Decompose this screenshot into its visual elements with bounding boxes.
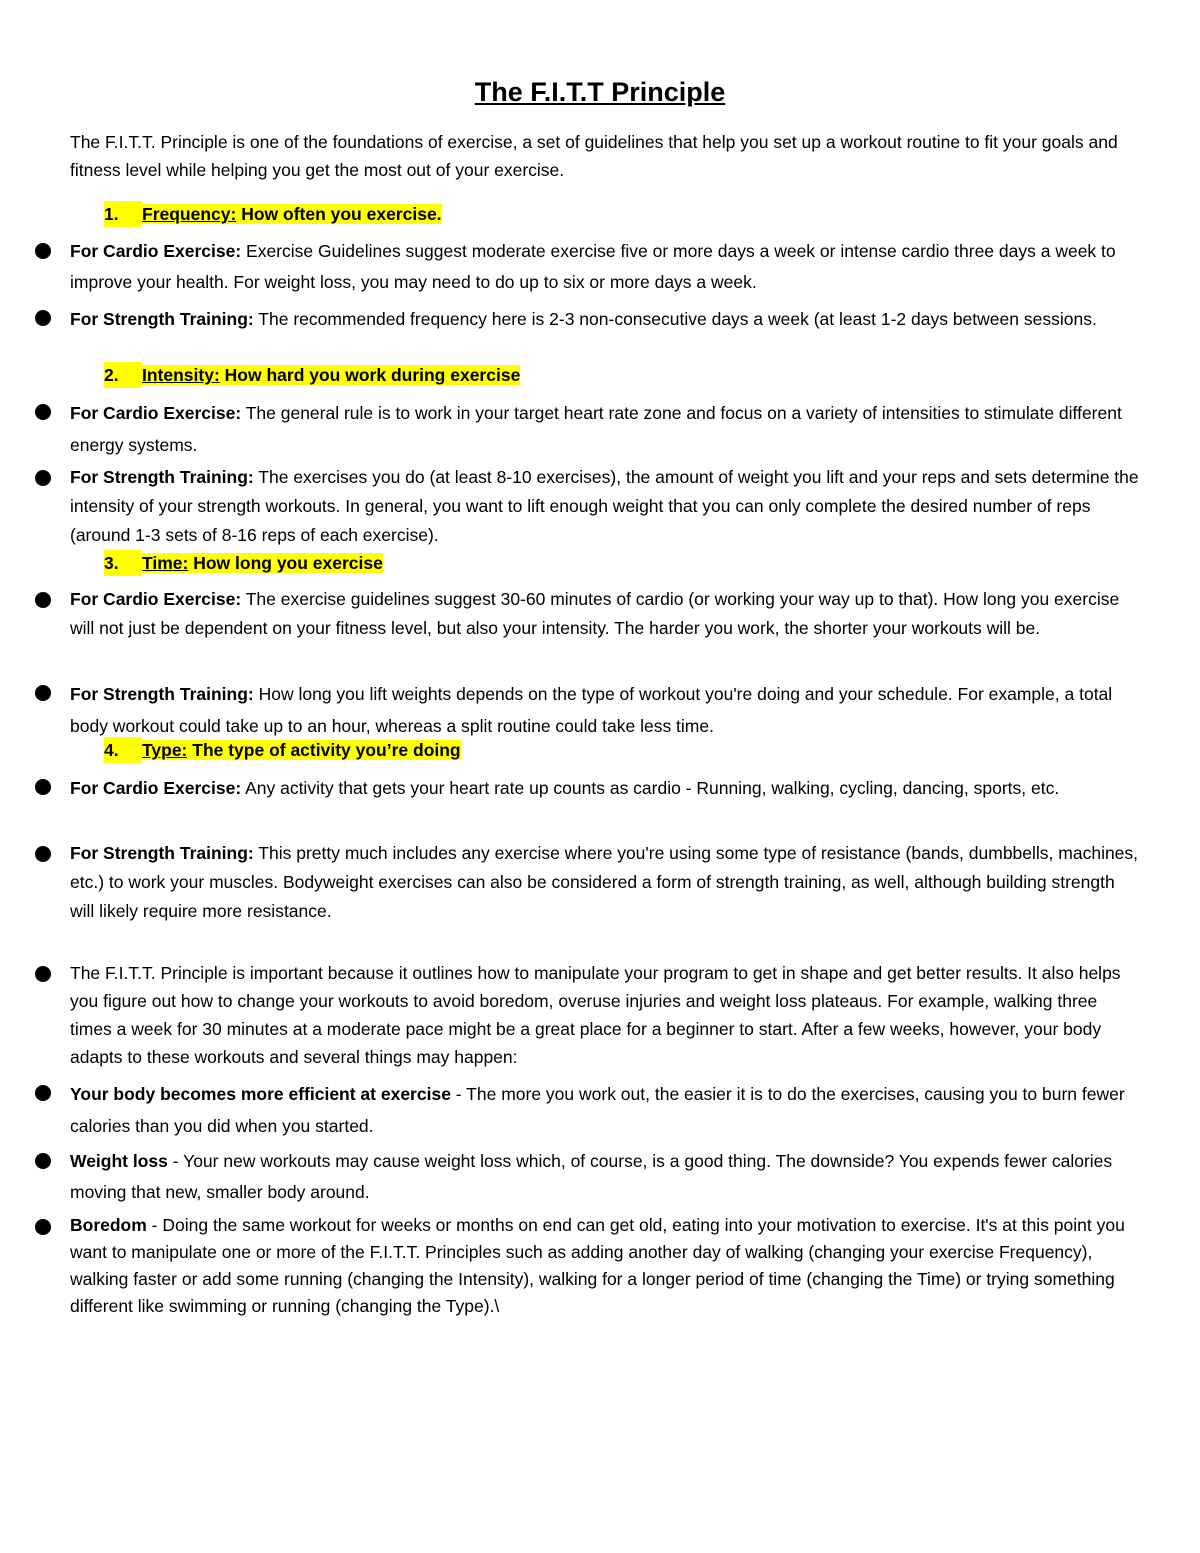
bullet-body: The exercises you do (at least 8-10 exercises), the amount of weight you lift and your reps and sets determine the intensity of your strength workouts. In general, you want to lift enough weight that you can only complete the desired number of reps (around 1-3 sets of 8-16 reps of each exercise). — [70, 467, 1139, 545]
bullet-label: For Cardio Exercise: — [70, 403, 242, 423]
bullet-label: Your body becomes more efficient at exercise — [70, 1084, 451, 1104]
section-key: Intensity: — [142, 365, 220, 385]
bullet-dot-icon — [35, 685, 51, 701]
bullet-label: For Cardio Exercise: — [70, 241, 242, 261]
section-number: 4. — [104, 737, 142, 763]
bullet-text — [70, 585, 1140, 643]
section-heading-type — [104, 737, 461, 763]
section-key: Type: — [142, 740, 188, 760]
bullet-label: For Strength Training: — [70, 467, 254, 487]
bullet-dot-icon — [35, 779, 51, 795]
bullet-text — [70, 303, 1140, 335]
intro-paragraph: The F.I.T.T. Principle is one of the foundations of exercise, a set of guidelines that help you set up a workout routine to fit your goals and fitness level while helping you get the most out of your exercise. — [70, 132, 1118, 180]
bullet-body: - The more you work out, the easier it is to do the exercises, causing you to burn fewer calories than you did when you started. — [70, 1084, 1125, 1136]
bullet-body: The recommended frequency here is 2-3 non-consecutive days a week (at least 1-2 days between sessions. — [253, 309, 1097, 329]
bullet-label: Weight loss — [70, 1151, 168, 1171]
section-heading-frequency — [104, 201, 442, 227]
bullet-body: This pretty much includes any exercise where you're using some type of resistance (bands, dumbbells, machines, etc.) to work your muscles. Bodyweight exercises can also be considered a form of strength training, as well, although building strength will likely require more resistance. — [70, 843, 1139, 921]
section-number: 1. — [104, 201, 142, 227]
bullet-dot-icon — [35, 846, 51, 862]
bullet-dot-icon — [35, 243, 51, 259]
bullet-text — [70, 397, 1140, 461]
bullet-body: Exercise Guidelines suggest moderate exercise five or more days a week or intense cardio three days a week to improve your health. For weight loss, you may need to do up to six or more days a week. — [70, 241, 1116, 292]
bullet-body: The exercise guidelines suggest 30-60 minutes of cardio (or working your way up to that). How long you exercise will not just be dependent on your fitness level, but also your intensity. The harder you work, the shorter your workouts will be. — [70, 589, 1120, 638]
bullet-dot-icon — [35, 1219, 51, 1235]
bullet-dot-icon — [35, 1085, 51, 1101]
section-description: How often you exercise. — [241, 204, 442, 224]
bullet-label: For Cardio Exercise: — [70, 589, 242, 609]
importance-text: The F.I.T.T. Principle is important because it outlines how to manipulate your program to get in shape and get better results. It also helps you figure out how to change your workouts to avoid boredom, overuse injuries and weight loss plateaus. For example, walking three times a week for 30 minutes at a moderate pace might be a great place for a beginner to start. After a few weeks, however, your body adapts to these workouts and several things may happen: — [70, 963, 1121, 1067]
bullet-dot-icon — [35, 470, 51, 486]
bullet-body: - Doing the same workout for weeks or months on end can get old, eating into your motivation to exercise. It's at this point you want to manipulate one or more of the F.I.T.T. Principles such as adding another day of walking (changing your exercise Frequency), walking faster or add some running (changing the Intensity), walking for a longer period of time (changing the Time) or trying something different like swimming or running (changing the Type).\ — [70, 1215, 1125, 1316]
section-description: How long you exercise — [193, 553, 383, 573]
bullet-text — [70, 772, 1140, 805]
bullet-dot-icon — [35, 404, 51, 420]
bullet-label: For Strength Training: — [70, 843, 254, 863]
bullet-dot-icon — [35, 1153, 51, 1169]
bullet-label: For Strength Training: — [70, 309, 254, 329]
bullet-label: For Strength Training: — [70, 684, 254, 704]
section-heading-intensity — [104, 362, 520, 388]
section-number: 3. — [104, 550, 142, 576]
bullet-dot-icon — [35, 966, 51, 982]
bullet-body: How long you lift weights depends on the type of workout you're doing and your schedule. For example, a total body workout could take up to an hour, whereas a split routine could take less time. — [70, 684, 1113, 736]
bullet-label: For Cardio Exercise: — [70, 778, 242, 798]
section-description: The type of activity you’re doing — [192, 740, 461, 760]
bullet-text — [70, 463, 1140, 550]
bullet-label: Boredom — [70, 1215, 147, 1235]
bullet-text — [70, 678, 1140, 742]
document-title: The F.I.T.T Principle — [474, 77, 726, 107]
bullet-text — [70, 1146, 1140, 1208]
bullet-dot-icon — [35, 310, 51, 326]
bullet-text — [70, 236, 1140, 298]
section-heading-time — [104, 550, 383, 576]
bullet-body: Any activity that gets your heart rate up counts as cardio - Running, walking, cycling, dancing, sports, etc. — [241, 778, 1060, 798]
section-key: Time: — [142, 553, 189, 573]
bullet-body: The general rule is to work in your target heart rate zone and focus on a variety of intensities to stimulate different energy systems. — [70, 403, 1122, 455]
bullet-text — [70, 1212, 1140, 1320]
bullet-text — [70, 1078, 1140, 1142]
section-key: Frequency: — [142, 204, 237, 224]
bullet-dot-icon — [35, 592, 51, 608]
bullet-text — [70, 839, 1140, 926]
section-description: How hard you work during exercise — [224, 365, 521, 385]
bullet-body: - Your new workouts may cause weight loss which, of course, is a good thing. The downside? You expends fewer calories moving that new, smaller body around. — [70, 1151, 1113, 1202]
section-number: 2. — [104, 362, 142, 388]
